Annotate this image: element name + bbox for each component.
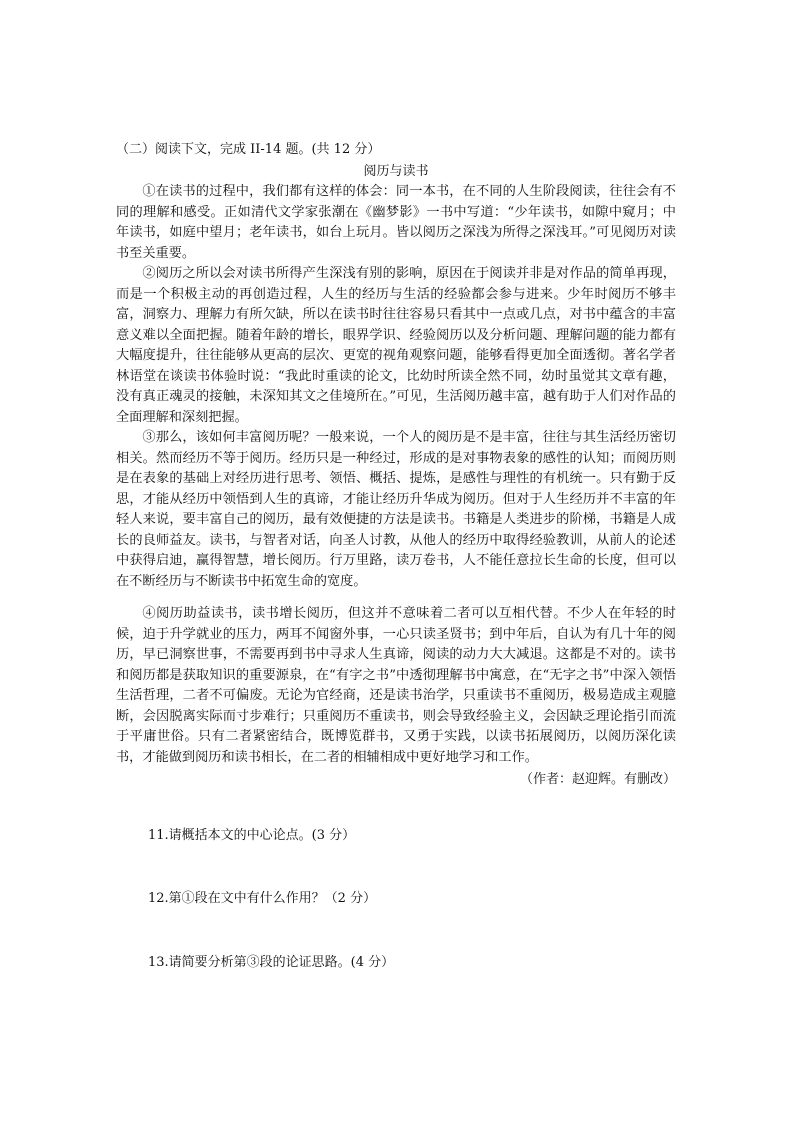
article-title: 阅历与读书 — [363, 164, 429, 179]
question-11: 11.请概括本文的中心论点。(3 分） — [148, 828, 356, 843]
paragraph-1: ①在读书的过程中，我们都有这样的体会：同一本书，在不同的人生阶段阅读，往往会有不同的理解和感受。正如清代文学家张潮在《幽梦影》一书中写道：“少年读书，如隙中窥月；中年读书，如庭中望月；老年读书，如台上玩月。皆以阅历之深浅为所得之深浅耳。”可见阅历对读书至关重要。 — [116, 184, 676, 261]
question-12: 12.第①段在文中有什么作用？（2 分） — [148, 891, 377, 906]
paragraph-2: ②阅历之所以会对读书所得产生深浅有别的影响，原因在于阅读并非是对作品的简单再现，而是一个积极主动的再创造过程，人生的经历与生活的经验都会参与进来。少年时阅历不够丰富，洞察力、理解力有所欠缺，所以在读书时往往容易只看其中一点或几点，对书中蕴含的丰富意义难以全面把握。随着年龄的增长，眼界学识、经验阅历以及分析问题、理解问题的能力都有大幅度提升，往往能够从更高的层次、更宽的视角观察问题，能够看得更加全面透彻。著名学者林语堂在谈读书体验时说：“我此时重读的论文，比幼时所读全然不同，幼时虽觉其文章有趣，没有真正魂灵的接触，未深知其文之佳境所在。”可见，生活阅历越丰富，越有助于人们对作品的全面理解和深刻把握。 — [116, 266, 676, 425]
paragraph-3: ③那么，该如何丰富阅历呢？一般来说，一个人的阅历是不是丰富，往往与其生活经历密切相关。然而经历不等于阅历。经历只是一种经过，形成的是对事物表象的感性的认知；而阅历则是在表象的基础上对经历进行思考、领悟、概括、提炼，是感性与理性的有机统一。只有勤于反思，才能从经历中领悟到人生的真谛，才能让经历升华成为阅历。但对于人生经历并不丰富的年轻人来说，要丰富自己的阅历，最有效便捷的方法是读书。书籍是人类进步的阶梯，书籍是人成长的良师益友。读书，与智者对话，向圣人讨教，从他人的经历中取得经验教训，从前人的论述中获得启迪，赢得智慧，增长阅历。行万里路，读万卷书，人不能任意拉长生命的长度，但可以在不断经历与不断读书中拓宽生命的宽度。 — [116, 430, 676, 589]
paragraph-4: ④阅历助益读书，读书增长阅历，但这并不意味着二者可以互相代替。不少人在年轻的时候，迫于升学就业的压力，两耳不闻窗外事，一心只读圣贤书；到中年后，自认为有几十年的阅历，早已洞察世事，不需要再到书中寻求人生真谛，阅读的动力大大减退。这都是不对的。读书和阅历都是获取知识的重要源泉，在“有字之书”中透彻理解书中寓意，在“无字之书”中深入领悟生活哲理，二者不可偏废。无论为官经商，还是读书治学，只重读书不重阅历，极易造成主观臆断，会因脱离实际而寸步难行；只重阅历不重读书，则会导致经验主义，会因缺乏理论指引而流于平庸世俗。只有二者紧密结合，既博览群书，又勇于实践，以读书拓展阅历，以阅历深化读书，才能做到阅历和读书相长，在二者的相辅相成中更好地学习和工作。 — [116, 606, 676, 765]
author-note: （作者：赵迎辉。有删改） — [519, 772, 676, 787]
reading-passage — [116, 140, 676, 790]
question-13: 13.请简要分析第③段的论证思路。(4 分） — [148, 955, 395, 970]
section-header: （二）阅读下文，完成 II-14 题。(共 12 分） — [116, 142, 381, 157]
